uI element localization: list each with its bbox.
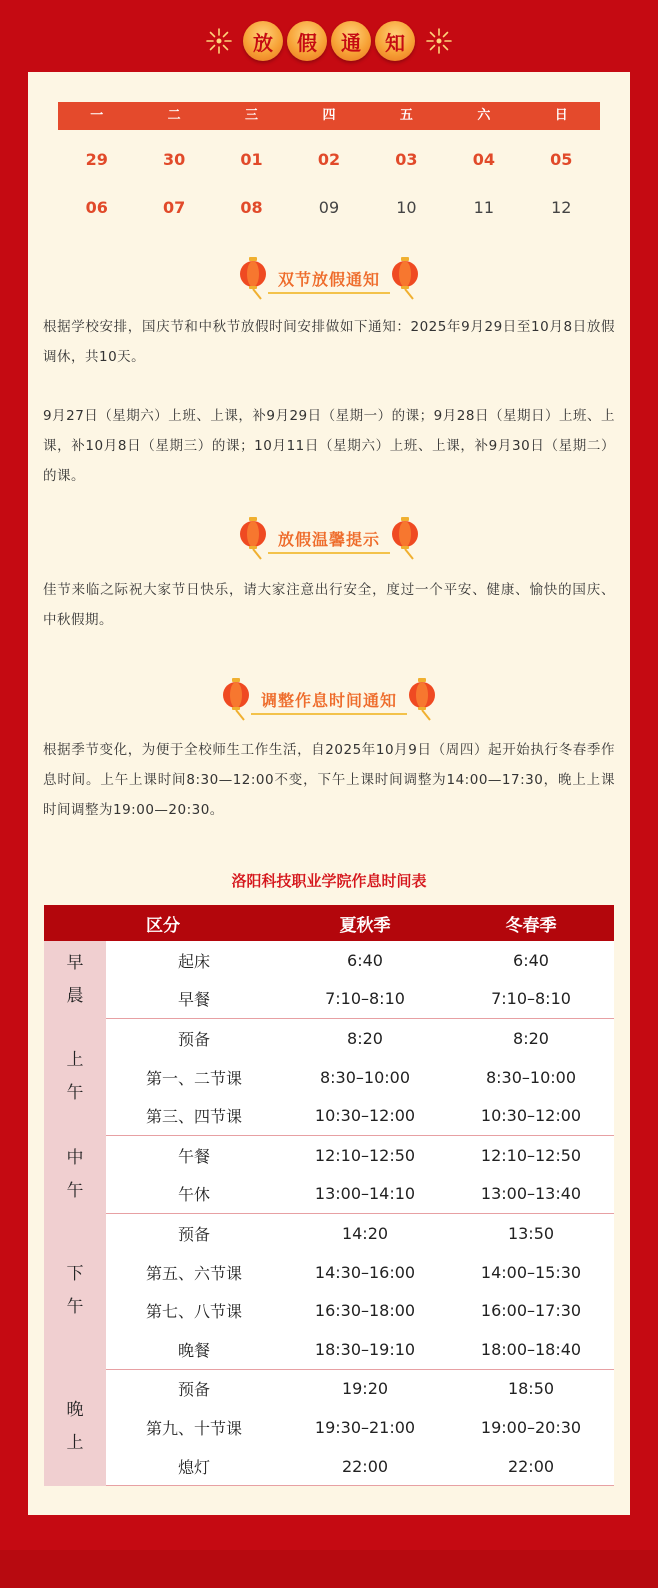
weekday-label: 六 xyxy=(477,108,491,123)
period-char: 晚 xyxy=(66,1400,84,1421)
footer-strip xyxy=(0,1550,658,1588)
activity-cell: 午休 xyxy=(106,1175,282,1214)
calendar-day-holiday: 03 xyxy=(395,150,418,169)
firework-icon xyxy=(205,27,233,55)
weekday-label: 日 xyxy=(554,108,568,123)
summer-autumn-time-cell: 13:00–14:10 xyxy=(282,1175,448,1214)
winter-spring-time-cell: 13:50 xyxy=(507,1223,555,1243)
column-header: 夏秋季 xyxy=(282,905,448,941)
table-row xyxy=(44,1330,614,1369)
activity-cell: 第五、六节课 xyxy=(145,1263,242,1283)
content-panel xyxy=(28,72,630,1515)
period-char: 下 xyxy=(66,1264,84,1285)
calendar-day: 12 xyxy=(551,198,572,217)
winter-spring-time-cell: 13:00–13:40 xyxy=(448,1175,614,1214)
timetable-body xyxy=(44,941,614,1486)
paragraph: 根据季节变化，为便于全校师生工作生活，自2025年10月9日（周四）起开始执行冬春季作息时间。上午上课时间8:30—12:00不变，下午上课时间调整为14:00—17:30，晚上上课时间调整为19:00—20:30。 xyxy=(43,742,615,818)
activity-cell: 第七、八节课 xyxy=(145,1302,242,1322)
section-title-text: 放假温馨提示 xyxy=(268,528,390,554)
period-cell xyxy=(44,1135,106,1213)
title-char: 假 xyxy=(287,21,327,61)
activity-cell: 第三、四节课 xyxy=(106,1096,282,1135)
winter-spring-time-cell: 10:30–12:00 xyxy=(448,1096,614,1135)
section-title-text: 双节放假通知 xyxy=(268,268,390,294)
calendar-day-holiday: 02 xyxy=(317,150,341,169)
winter-spring-time-cell: 8:20 xyxy=(513,1028,549,1048)
calendar-day-holiday: 04 xyxy=(472,150,495,169)
weekday-label: 五 xyxy=(399,108,413,123)
calendar-weekday-header xyxy=(58,102,600,130)
summer-autumn-time-cell: 8:20 xyxy=(347,1028,383,1048)
period-cell xyxy=(44,941,106,1019)
table-row xyxy=(44,980,614,1019)
section-title xyxy=(28,514,630,562)
table-row xyxy=(44,1447,614,1486)
period-char: 午 xyxy=(66,1083,84,1104)
winter-spring-time-cell: 12:10–12:50 xyxy=(480,1145,582,1165)
column-header: 区分 xyxy=(44,905,282,941)
calendar-day: 11 xyxy=(473,198,494,217)
summer-autumn-time-cell: 14:30–16:00 xyxy=(314,1262,416,1282)
table-row xyxy=(44,1408,614,1447)
title-char: 知 xyxy=(375,21,415,61)
lantern-icon xyxy=(238,255,268,301)
table-row xyxy=(44,1214,614,1253)
activity-cell: 早餐 xyxy=(106,980,282,1019)
calendar-day: 10 xyxy=(396,198,417,217)
activity-cell: 熄灯 xyxy=(106,1447,282,1486)
period-cell xyxy=(44,1369,106,1486)
summer-autumn-time-cell: 12:10–12:50 xyxy=(314,1145,416,1165)
activity-cell: 预备 xyxy=(177,1029,210,1049)
lantern-icon xyxy=(390,515,420,561)
period-cell xyxy=(44,1214,106,1369)
summer-autumn-time-cell: 8:30–10:00 xyxy=(319,1067,411,1087)
calendar-day-holiday: 01 xyxy=(240,150,263,169)
winter-spring-time-cell: 7:10–8:10 xyxy=(448,980,614,1019)
timetable-title: 洛阳科技职业学院作息时间表 xyxy=(231,872,427,890)
activity-cell: 晚餐 xyxy=(106,1330,282,1369)
summer-autumn-time-cell: 19:30–21:00 xyxy=(314,1417,416,1437)
section-title xyxy=(28,254,630,302)
activity-cell: 起床 xyxy=(177,951,210,971)
section-title xyxy=(28,675,630,723)
winter-spring-time-cell: 8:30–10:00 xyxy=(485,1067,577,1087)
activity-cell: 预备 xyxy=(177,1380,210,1400)
period-char: 晨 xyxy=(66,985,84,1006)
summer-autumn-time-cell: 19:20 xyxy=(341,1379,389,1399)
calendar-day-holiday: 30 xyxy=(163,150,186,169)
table-row xyxy=(44,1096,614,1135)
winter-spring-time-cell: 16:00–17:30 xyxy=(480,1301,582,1321)
title-char: 放 xyxy=(243,21,283,61)
timetable xyxy=(44,905,614,1486)
header xyxy=(0,0,658,72)
table-row xyxy=(44,1019,614,1058)
activity-cell: 第一、二节课 xyxy=(145,1068,242,1088)
lantern-icon xyxy=(390,255,420,301)
paragraph: 根据学校安排，国庆节和中秋节放假时间安排做如下通知：2025年9月29日至10月8日放假调休，共10天。 xyxy=(43,319,615,365)
lantern-icon xyxy=(238,515,268,561)
lantern-icon xyxy=(221,676,251,722)
weekday-label: 二 xyxy=(167,108,181,123)
period-char: 午 xyxy=(66,1180,84,1201)
winter-spring-time-cell: 19:00–20:30 xyxy=(480,1417,582,1437)
period-char: 上 xyxy=(66,1050,84,1071)
activity-cell: 第九、十节课 xyxy=(145,1418,242,1438)
period-char: 午 xyxy=(66,1297,84,1318)
table-row xyxy=(44,1175,614,1214)
summer-autumn-time-cell: 6:40 xyxy=(347,950,383,970)
calendar-day-holiday: 05 xyxy=(550,150,573,169)
table-row xyxy=(44,1369,614,1408)
period-char: 上 xyxy=(66,1433,84,1454)
winter-spring-time-cell: 18:50 xyxy=(507,1379,555,1399)
weekday-label: 三 xyxy=(245,108,259,123)
summer-autumn-time-cell: 7:10–8:10 xyxy=(282,980,448,1019)
firework-icon xyxy=(425,27,453,55)
winter-spring-time-cell: 18:00–18:40 xyxy=(448,1330,614,1369)
calendar-day: 09 xyxy=(318,198,340,217)
summer-autumn-time-cell: 16:30–18:00 xyxy=(314,1301,416,1321)
winter-spring-time-cell: 14:00–15:30 xyxy=(480,1262,582,1282)
activity-cell: 午餐 xyxy=(177,1146,210,1166)
table-row xyxy=(44,1135,614,1174)
section-title-text: 调整作息时间通知 xyxy=(251,689,407,715)
winter-spring-time-cell: 22:00 xyxy=(448,1447,614,1486)
lantern-icon xyxy=(407,676,437,722)
calendar-day-holiday: 29 xyxy=(85,150,108,169)
title-char: 通 xyxy=(331,21,371,61)
page-title xyxy=(0,18,658,64)
summer-autumn-time-cell: 14:20 xyxy=(341,1223,389,1243)
table-row xyxy=(44,1291,614,1330)
column-header: 冬春季 xyxy=(448,905,614,941)
summer-autumn-time-cell: 22:00 xyxy=(282,1447,448,1486)
summer-autumn-time-cell: 10:30–12:00 xyxy=(282,1096,448,1135)
activity-cell: 预备 xyxy=(177,1224,210,1244)
weekday-label: 四 xyxy=(322,108,336,123)
weekday-label: 一 xyxy=(90,108,104,123)
calendar-week-row xyxy=(58,146,600,174)
paragraph: 佳节来临之际祝大家节日快乐，请大家注意出行安全，度过一个平安、健康、愉快的国庆、中秋假期。 xyxy=(43,582,615,628)
period-cell xyxy=(44,1019,106,1136)
calendar-day-holiday: 08 xyxy=(240,198,263,217)
summer-autumn-time-cell: 18:30–19:10 xyxy=(282,1330,448,1369)
table-row xyxy=(44,941,614,980)
calendar-day-holiday: 06 xyxy=(85,198,108,217)
timetable-header-row xyxy=(44,905,614,941)
calendar-week-row xyxy=(58,194,600,222)
period-char: 中 xyxy=(66,1147,84,1168)
table-row xyxy=(44,1253,614,1292)
calendar-day-holiday: 07 xyxy=(163,198,186,217)
paragraph: 9月27日（星期六）上班、上课，补9月29日（星期一）的课；9月28日（星期日）上班、上课，补10月8日（星期三）的课；10月11日（星期六）上班、上课，补9月30日（星期二）的课。 xyxy=(43,408,615,484)
table-row xyxy=(44,1058,614,1097)
period-char: 早 xyxy=(66,952,84,973)
winter-spring-time-cell: 6:40 xyxy=(513,950,549,970)
